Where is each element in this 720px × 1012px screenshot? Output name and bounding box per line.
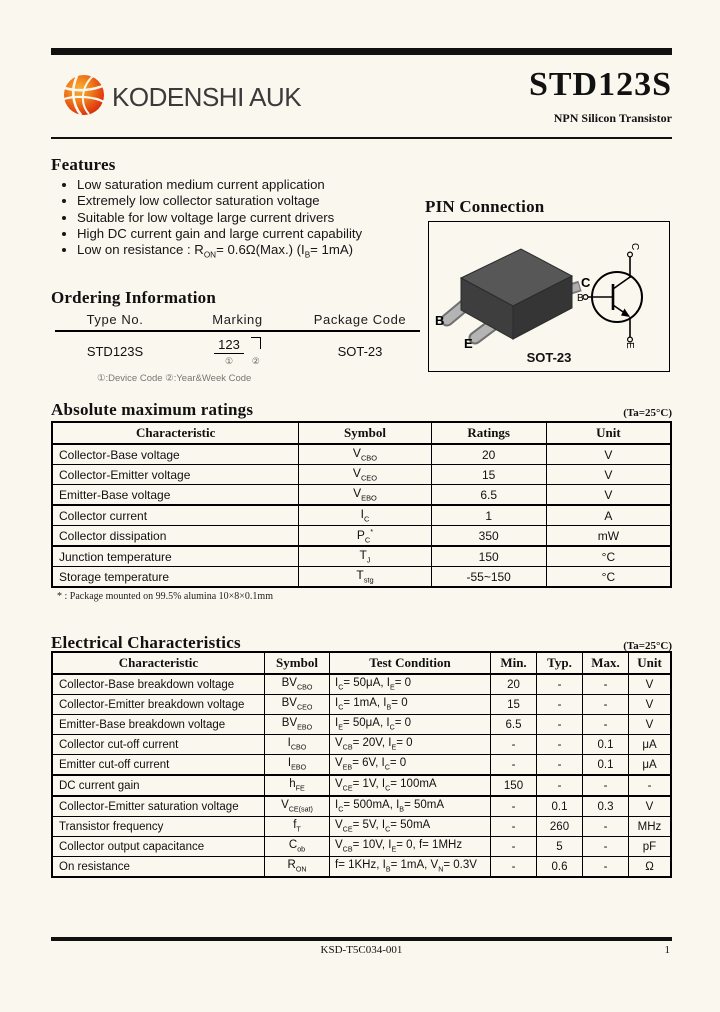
abs-max-table: [51, 421, 672, 588]
table-cell: Transistor frequency: [52, 817, 265, 837]
electrical-heading: Electrical Characteristics: [51, 633, 241, 652]
ordering-col-header-package: Package Code: [313, 312, 407, 327]
table-cell: V: [546, 485, 671, 506]
table-cell: -: [491, 817, 537, 837]
ordering-marking: [175, 332, 300, 367]
pin-label-e: E: [464, 336, 473, 351]
electrical-table: [51, 651, 672, 878]
table-cell: -: [537, 735, 583, 755]
column-header: Test Condition: [330, 652, 491, 674]
table-cell: 5: [537, 837, 583, 857]
table-cell: Collector-Base voltage: [52, 444, 299, 465]
table-cell: $V_{EB}= 6V$, $I_C= 0$: [330, 755, 491, 776]
table-row: [52, 505, 671, 526]
ordering-package-code: SOT-23: [337, 343, 383, 359]
table-cell: $V_{EBO}$: [299, 485, 431, 506]
table-cell: Junction temperature: [52, 546, 299, 567]
table-row: [52, 775, 671, 796]
table-cell: -55~150: [431, 567, 546, 588]
table-row: [52, 695, 671, 715]
table-cell: Collector dissipation: [52, 526, 299, 547]
table-row: [52, 546, 671, 567]
table-cell: 260: [537, 817, 583, 837]
table-cell: V: [629, 674, 672, 695]
table-cell: Storage temperature: [52, 567, 299, 588]
table-cell: μA: [629, 735, 672, 755]
table-cell: -: [583, 674, 629, 695]
header-rule: [51, 137, 672, 139]
feature-item: • Low saturation medium current application: [77, 177, 447, 193]
table-cell: $V_{CE}= 1V$, $I_C= 100mA$: [330, 775, 491, 796]
table-cell: °C: [546, 567, 671, 588]
table-cell: $T_J$: [299, 546, 431, 567]
table-cell: -: [537, 755, 583, 776]
column-header: Unit: [629, 652, 672, 674]
table-cell: A: [546, 505, 671, 526]
table-cell: $V_{CBO}$: [299, 444, 431, 465]
top-rule: [51, 48, 672, 55]
table-cell: 150: [431, 546, 546, 567]
table-cell: Ω: [629, 857, 672, 878]
pin-connection-heading: PIN Connection: [425, 197, 545, 216]
table-cell: 15: [491, 695, 537, 715]
footer-rule: [51, 937, 672, 941]
table-cell: -: [629, 775, 672, 796]
table-cell: °C: [546, 546, 671, 567]
column-header: Typ.: [537, 652, 583, 674]
table-cell: 0.1: [583, 755, 629, 776]
table-cell: $V_{CE(sat)}$: [265, 796, 330, 817]
table-cell: V: [546, 444, 671, 465]
table-cell: $I_C$: [299, 505, 431, 526]
table-cell: V: [546, 465, 671, 485]
table-cell: pF: [629, 837, 672, 857]
table-cell: -: [583, 695, 629, 715]
table-row: [52, 444, 671, 465]
table-cell: -: [583, 837, 629, 857]
table-cell: $P_C^*$: [299, 526, 431, 547]
abs-max-condition: (Ta=25°C): [623, 407, 672, 419]
table-cell: mW: [546, 526, 671, 547]
column-header: Symbol: [299, 422, 431, 444]
table-cell: $I_C= 50\mu A$, $I_E= 0$: [330, 674, 491, 695]
table-cell: 0.6: [537, 857, 583, 878]
table-cell: Collector-Base breakdown voltage: [52, 674, 265, 695]
table-cell: Emitter-Base breakdown voltage: [52, 715, 265, 735]
pin-label-c: C: [581, 275, 591, 290]
table-cell: -: [537, 695, 583, 715]
pin-label-b: B: [435, 313, 445, 328]
ordering-table: [55, 312, 420, 384]
table-cell: 1: [431, 505, 546, 526]
abs-max-note: * : Package mounted on 99.5% alumina 10×8×0.1mm: [57, 591, 273, 602]
table-cell: $I_{CBO}$: [265, 735, 330, 755]
package-label: SOT-23: [526, 350, 572, 365]
table-cell: μA: [629, 755, 672, 776]
column-header: Characteristic: [52, 422, 299, 444]
feature-item: • Extremely low collector saturation voltage: [77, 193, 447, 209]
doc-subtitle: NPN Silicon Transistor: [553, 111, 672, 125]
table-cell: f= 1KHz, $I_B= 1mA$, $V_N= 0.3V$: [330, 857, 491, 878]
table-cell: 20: [491, 674, 537, 695]
table-header-row: [52, 652, 671, 674]
abs-max-heading: Absolute maximum ratings: [51, 400, 254, 419]
table-cell: Emitter-Base voltage: [52, 485, 299, 506]
marking-code: 123: [214, 337, 244, 354]
doc-title: STD123S: [528, 66, 672, 103]
feature-item: • Low on resistance : $R_{ON}= 0.6\Omega(Max.)$ $(I_B= 1mA)$: [77, 242, 447, 264]
table-cell: $V_{CB}= 20V$, $I_E= 0$: [330, 735, 491, 755]
table-cell: -: [491, 837, 537, 857]
features-list: [53, 177, 447, 264]
symbol-pin-label-c: C: [629, 243, 640, 251]
table-cell: $h_{FE}$: [265, 775, 330, 796]
table-cell: -: [583, 817, 629, 837]
table-cell: $V_{CEO}$: [299, 465, 431, 485]
table-cell: Collector-Emitter saturation voltage: [52, 796, 265, 817]
column-header: Ratings: [431, 422, 546, 444]
table-row: [52, 465, 671, 485]
table-cell: Collector-Emitter voltage: [52, 465, 299, 485]
ordering-type-no: STD123S: [86, 343, 144, 359]
table-cell: 6.5: [431, 485, 546, 506]
table-cell: Collector current: [52, 505, 299, 526]
table-cell: $BV_{CBO}$: [265, 674, 330, 695]
table-cell: $I_E= 50\mu A$, $I_C= 0$: [330, 715, 491, 735]
table-row: [52, 755, 671, 776]
table-cell: $V_{CB}= 10V$, $I_E= 0$, f= 1MHz: [330, 837, 491, 857]
table-cell: $V_{CE}= 5V$, $I_C= 50mA$: [330, 817, 491, 837]
table-cell: 6.5: [491, 715, 537, 735]
table-cell: -: [537, 775, 583, 796]
table-cell: Collector-Emitter breakdown voltage: [52, 695, 265, 715]
table-cell: $BV_{CEO}$: [265, 695, 330, 715]
table-row: [52, 526, 671, 547]
symbol-pin-label-e: E: [624, 342, 635, 349]
table-cell: Emitter cut-off current: [52, 755, 265, 776]
table-row: [52, 796, 671, 817]
brand-name: KODENSHI AUK: [112, 82, 302, 112]
footer-page-number: 1: [664, 944, 670, 956]
column-header: Unit: [546, 422, 671, 444]
table-cell: $I_C= 500mA$, $I_B= 50mA$: [330, 796, 491, 817]
table-cell: $I_{EBO}$: [265, 755, 330, 776]
table-cell: 0.1: [583, 735, 629, 755]
marking-note-2: ②: [251, 355, 260, 366]
electrical-condition: (Ta=25°C): [623, 640, 672, 652]
table-row: [52, 817, 671, 837]
table-row: [52, 674, 671, 695]
transistor-symbol-icon: [577, 240, 661, 350]
table-cell: -: [583, 775, 629, 796]
column-header: Max.: [583, 652, 629, 674]
table-cell: V: [629, 796, 672, 817]
table-row: [52, 567, 671, 588]
table-cell: -: [583, 715, 629, 735]
ordering-heading: Ordering Information: [51, 288, 217, 307]
table-cell: $T_{stg}$: [299, 567, 431, 588]
table-row: [52, 715, 671, 735]
table-cell: $R_{ON}$: [265, 857, 330, 878]
table-cell: -: [491, 796, 537, 817]
table-row: [52, 837, 671, 857]
table-cell: Collector cut-off current: [52, 735, 265, 755]
table-cell: -: [583, 857, 629, 878]
table-cell: Collector output capacitance: [52, 837, 265, 857]
table-cell: MHz: [629, 817, 672, 837]
brand-logo-icon: [62, 72, 106, 116]
table-cell: -: [537, 674, 583, 695]
table-cell: 150: [491, 775, 537, 796]
table-cell: On resistance: [52, 857, 265, 878]
marking-note-1: ①: [224, 355, 234, 366]
table-cell: 0.1: [537, 796, 583, 817]
feature-item: • Suitable for low voltage large current drivers: [77, 210, 447, 226]
table-cell: $C_{ob}$: [265, 837, 330, 857]
table-cell: $I_C= 1mA$, $I_B= 0$: [330, 695, 491, 715]
table-cell: $f_T$: [265, 817, 330, 837]
pin-connection-box: [428, 221, 670, 372]
sot23-package-drawing: [433, 236, 593, 354]
table-row: [52, 485, 671, 506]
table-cell: -: [491, 857, 537, 878]
marking-bracket-icon: [251, 337, 261, 349]
feature-item: • High DC current gain and large current capability: [77, 226, 447, 242]
footer-doc-number: KSD-T5C034-001: [320, 944, 403, 956]
column-header: Min.: [491, 652, 537, 674]
table-row: [52, 735, 671, 755]
column-header: Symbol: [265, 652, 330, 674]
table-header-row: [52, 422, 671, 444]
table-cell: V: [629, 715, 672, 735]
table-row: [52, 857, 671, 878]
ordering-col-header-marking: Marking: [212, 312, 263, 327]
table-cell: 350: [431, 526, 546, 547]
table-cell: -: [491, 755, 537, 776]
table-cell: -: [491, 735, 537, 755]
table-cell: 0.3: [583, 796, 629, 817]
symbol-pin-label-b: B: [577, 293, 584, 304]
column-header: Characteristic: [52, 652, 265, 674]
ordering-note: ①:Device Code ②:Year&Week Code: [97, 372, 252, 384]
features-heading: Features: [51, 155, 116, 174]
table-cell: 15: [431, 465, 546, 485]
ordering-col-header-type: Type No.: [86, 312, 144, 327]
table-cell: V: [629, 695, 672, 715]
table-cell: DC current gain: [52, 775, 265, 796]
table-cell: 20: [431, 444, 546, 465]
table-cell: -: [537, 715, 583, 735]
table-cell: $BV_{EBO}$: [265, 715, 330, 735]
